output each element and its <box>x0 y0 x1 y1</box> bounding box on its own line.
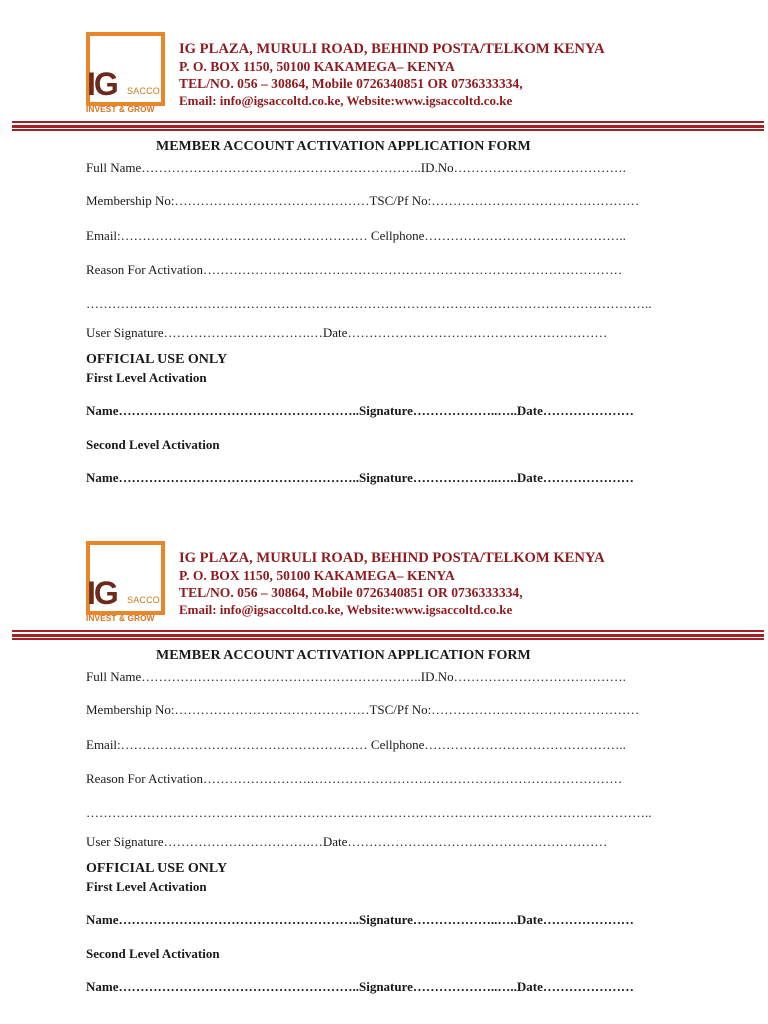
reason-continuation-field[interactable]: ………………………………………………………………………………………………………………….. <box>86 805 652 820</box>
full-name-field[interactable]: Full Name………………………………………………………..ID.No…………………………………. <box>86 160 626 175</box>
logo-sacco-text: SACCO <box>127 595 161 605</box>
user-signature-field[interactable]: User Signature…………………………….…Date…………………………………………………… <box>86 325 608 340</box>
address-line-1: IG PLAZA, MURULI ROAD, BEHIND POSTA/TELKOM KENYA <box>179 550 605 566</box>
address-line-2: P. O. BOX 1150, 50100 KAKAMEGA– KENYA <box>179 59 455 74</box>
address-line-4: Email: info@igsaccoltd.co.ke, Website:www.igsaccoltd.co.ke <box>179 93 513 108</box>
header-divider <box>12 630 764 640</box>
full-name-field[interactable]: Full Name………………………………………………………..ID.No…………………………………. <box>86 669 626 684</box>
email-field[interactable]: Email:………………………………………………… Cellphone……………………………………….. <box>86 737 626 752</box>
reason-field[interactable]: Reason For Activation…………………….……………………………………………………………… <box>86 771 623 786</box>
logo-sacco-text: SACCO <box>127 86 161 96</box>
address-line-3: TEL/NO. 056 – 30864, Mobile 0726340851 OR 0736333334, <box>179 76 523 91</box>
second-level-fields[interactable]: Name………………………………………………..Signature………………..…..Date………………… <box>86 979 634 994</box>
first-level-heading: First Level Activation <box>86 370 207 385</box>
user-signature-field[interactable]: User Signature…………………………….…Date…………………………………………………… <box>86 834 608 849</box>
header-address <box>179 41 605 109</box>
logo-ig-text: IG <box>87 575 117 611</box>
address-line-1: IG PLAZA, MURULI ROAD, BEHIND POSTA/TELKOM KENYA <box>179 41 605 57</box>
official-use-heading: OFFICIAL USE ONLY <box>86 352 228 367</box>
reason-field[interactable]: Reason For Activation…………………….……………………………………………………………… <box>86 262 623 277</box>
form-title: MEMBER ACCOUNT ACTIVATION APPLICATION FORM <box>156 139 531 154</box>
header-divider <box>12 121 764 131</box>
membership-field[interactable]: Membership No:………………………………………TSC/Pf No:………………………………………… <box>86 193 640 208</box>
membership-field[interactable]: Membership No:………………………………………TSC/Pf No:………………………………………… <box>86 702 640 717</box>
reason-continuation-field[interactable]: ………………………………………………………………………………………………………………….. <box>86 296 652 311</box>
official-use-heading: OFFICIAL USE ONLY <box>86 861 228 876</box>
header-address <box>179 550 605 618</box>
first-level-fields[interactable]: Name………………………………………………..Signature………………..…..Date………………… <box>86 403 634 418</box>
address-line-2: P. O. BOX 1150, 50100 KAKAMEGA– KENYA <box>179 568 455 583</box>
first-level-fields[interactable]: Name………………………………………………..Signature………………..…..Date………………… <box>86 912 634 927</box>
logo-tagline: INVEST & GROW <box>86 613 155 623</box>
logo-tagline: INVEST & GROW <box>86 104 155 114</box>
address-line-3: TEL/NO. 056 – 30864, Mobile 0726340851 OR 0736333334, <box>179 585 523 600</box>
second-level-fields[interactable]: Name………………………………………………..Signature………………..…..Date………………… <box>86 470 634 485</box>
form-title: MEMBER ACCOUNT ACTIVATION APPLICATION FORM <box>156 648 531 663</box>
second-level-heading: Second Level Activation <box>86 437 220 452</box>
application-form-1 <box>0 0 768 509</box>
ig-sacco-logo <box>86 541 165 624</box>
first-level-heading: First Level Activation <box>86 879 207 894</box>
ig-sacco-logo <box>86 32 165 115</box>
email-field[interactable]: Email:………………………………………………… Cellphone……………………………………….. <box>86 228 626 243</box>
address-line-4: Email: info@igsaccoltd.co.ke, Website:www.igsaccoltd.co.ke <box>179 602 513 617</box>
application-form-2 <box>0 509 768 1018</box>
second-level-heading: Second Level Activation <box>86 946 220 961</box>
logo-ig-text: IG <box>87 66 117 102</box>
